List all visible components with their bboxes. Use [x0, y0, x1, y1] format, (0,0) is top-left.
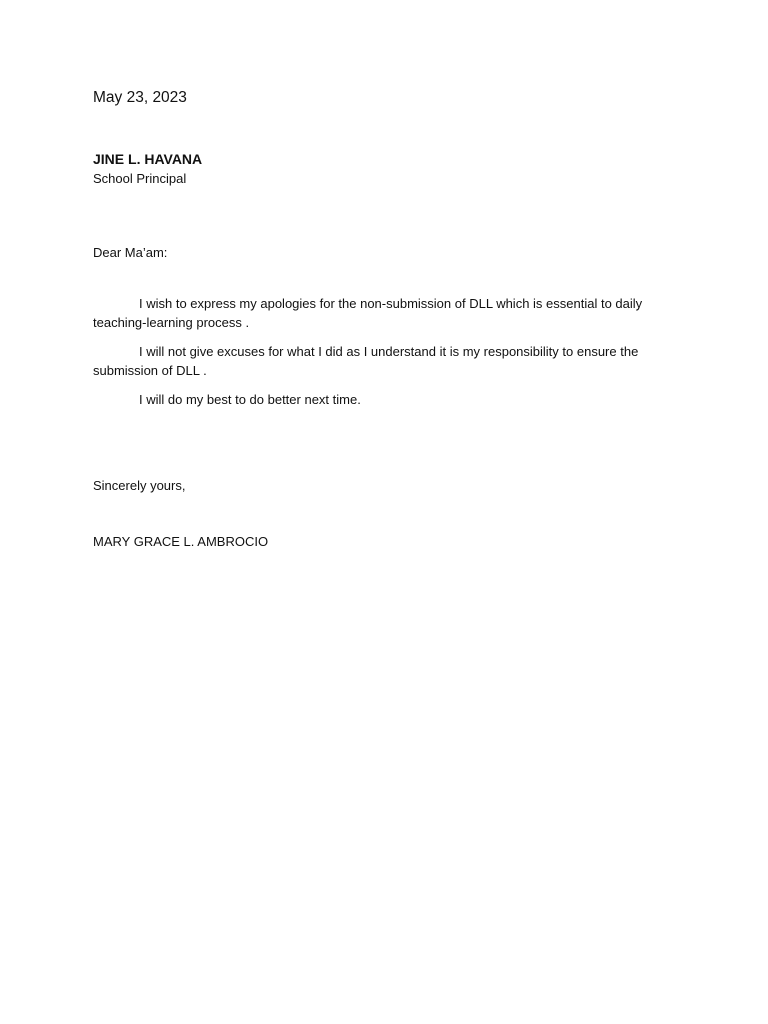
recipient-name: JINE L. HAVANA [93, 151, 203, 167]
salutation: Dear Ma’am: [93, 245, 168, 260]
signature-name: MARY GRACE L. AMBROCIO [93, 534, 269, 549]
closing: Sincerely yours, [93, 478, 186, 493]
letter-body [93, 294, 673, 409]
letter-date: May 23, 2023 [93, 89, 187, 106]
recipient-title: School Principal [93, 171, 187, 186]
body-paragraph: I wish to express my apologies for the non-submission of DLL which is essential to daily teaching-learning process . [93, 296, 643, 330]
body-paragraph: I will do my best to do better next time. [139, 392, 361, 407]
body-paragraph: I will not give excuses for what I did as I understand it is my responsibility to ensure the submission of DLL . [93, 344, 639, 378]
letter [93, 88, 673, 551]
